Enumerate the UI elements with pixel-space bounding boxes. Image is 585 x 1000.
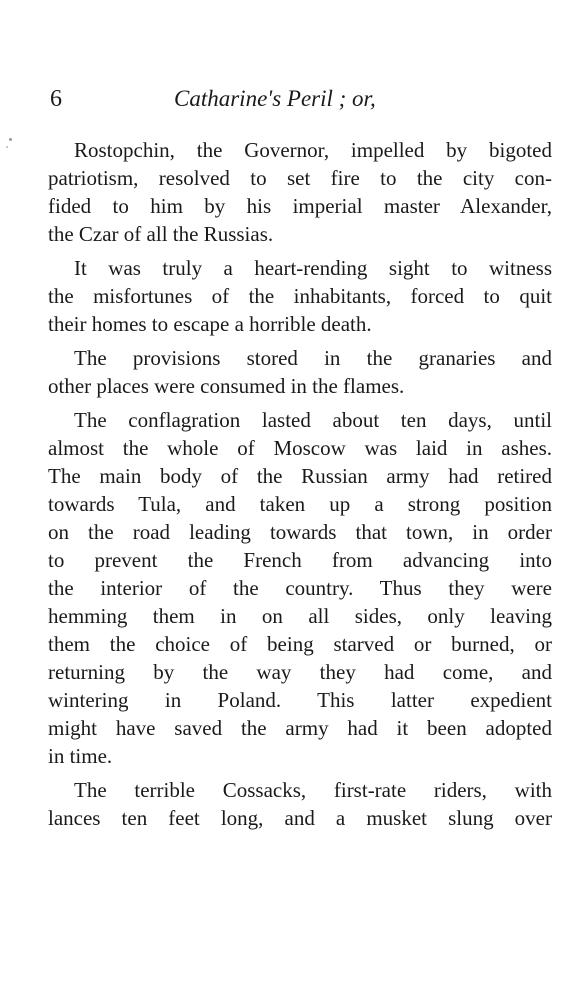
text-line: patriotism, resolved to set fire to the city con-: [48, 166, 552, 190]
text-line: It was truly a heart-rending sight to witness: [74, 256, 552, 280]
text-line: The main body of the Russian army had retired: [48, 464, 552, 488]
text-line: fided to him by his imperial master Alexander,: [48, 194, 552, 218]
paragraph: [48, 406, 552, 770]
text-line: in time.: [48, 744, 113, 768]
page-header: [50, 84, 420, 114]
text-line: their homes to escape a horrible death.: [48, 312, 372, 336]
text-line: The terrible Cossacks, first-rate riders, with: [74, 778, 552, 802]
text-line: them the choice of being starved or burned, or: [48, 632, 552, 656]
text-line: hemming them in on all sides, only leaving: [48, 604, 552, 628]
text-line: almost the whole of Moscow was laid in ashes.: [48, 436, 552, 460]
paragraph: [48, 136, 552, 248]
page-number: 6: [50, 86, 62, 112]
ink-speck: [9, 138, 12, 141]
text-line: lances ten feet long, and a musket slung over: [48, 806, 552, 830]
ink-speck: [6, 146, 8, 148]
paragraph: [48, 254, 552, 338]
text-line: returning by the way they had come, and: [48, 660, 552, 684]
text-line: might have saved the army had it been adopted: [48, 716, 552, 740]
text-line: the misfortunes of the inhabitants, forced to quit: [48, 284, 552, 308]
text-line: to prevent the French from advancing into: [48, 548, 552, 572]
paragraph: [48, 344, 552, 400]
text-line: the interior of the country. Thus they were: [48, 576, 552, 600]
text-line: the Czar of all the Russias.: [48, 222, 274, 246]
text-line: The provisions stored in the granaries and: [74, 346, 552, 370]
text-line: other places were consumed in the flames.: [48, 374, 405, 398]
paragraph: [48, 776, 552, 832]
text-line: The conflagration lasted about ten days, until: [74, 408, 552, 432]
text-line: towards Tula, and taken up a strong position: [48, 492, 552, 516]
body-text: [48, 136, 552, 838]
text-line: on the road leading towards that town, in order: [48, 520, 552, 544]
running-head: Catharine's Peril ; or,: [174, 86, 376, 111]
text-line: Rostopchin, the Governor, impelled by bigoted: [74, 138, 552, 162]
text-line: wintering in Poland. This latter expedient: [48, 688, 552, 712]
